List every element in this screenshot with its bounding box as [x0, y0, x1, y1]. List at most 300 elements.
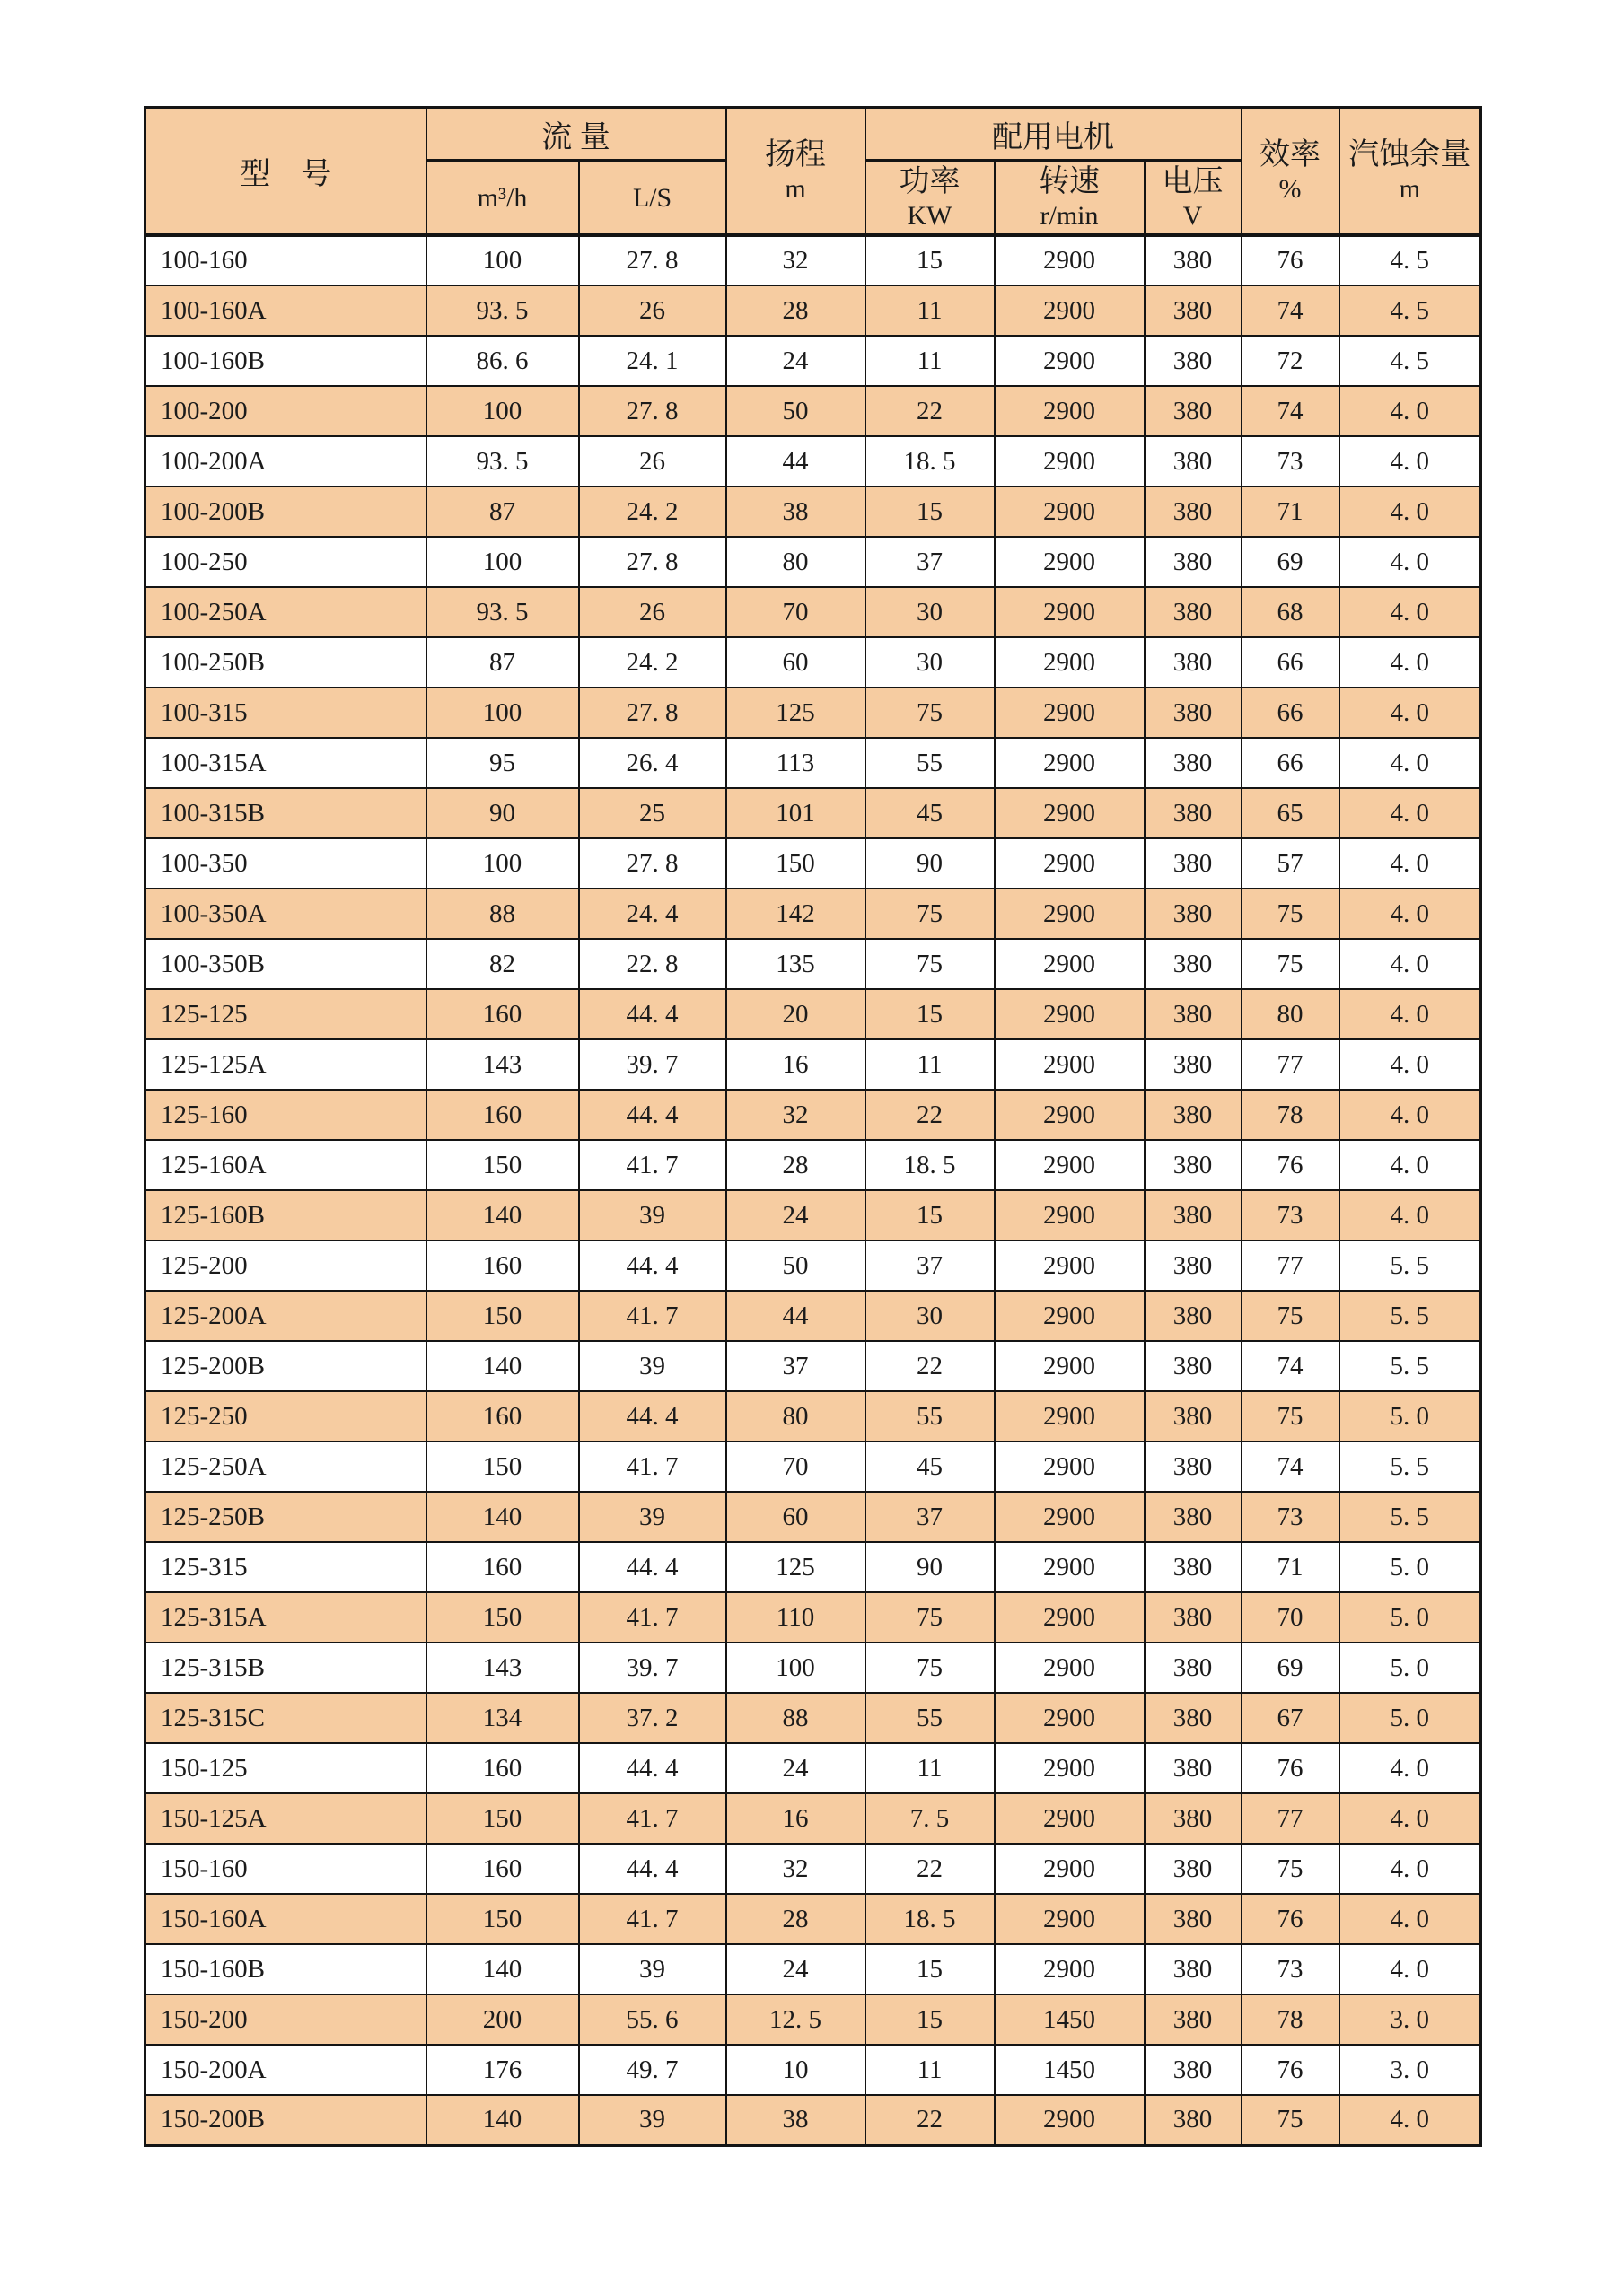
header-speed-unit: r/min: [1040, 200, 1099, 231]
table-row: [145, 1391, 1481, 1442]
cell-head: 80: [726, 1391, 865, 1442]
table-row: [145, 1743, 1481, 1793]
cell-model: 100-160A: [145, 285, 426, 336]
cell-power: 30: [865, 1291, 995, 1341]
cell-voltage: 380: [1145, 738, 1242, 788]
table-row: [145, 788, 1481, 838]
cell-speed: 2900: [995, 1442, 1145, 1492]
cell-head: 125: [726, 1542, 865, 1592]
header-npsh-unit: m: [1399, 173, 1420, 204]
cell-power: 30: [865, 637, 995, 688]
header-head-label: 扬程: [765, 137, 826, 171]
cell-power: 11: [865, 1743, 995, 1793]
cell-flow-ls: 44. 4: [579, 1240, 726, 1291]
cell-flow-m3h: 100: [426, 386, 579, 436]
cell-npsh: 4. 0: [1339, 1944, 1481, 1994]
cell-flow-ls: 39. 7: [579, 1039, 726, 1090]
cell-efficiency: 75: [1242, 1291, 1339, 1341]
cell-model: 150-160A: [145, 1894, 426, 1944]
cell-efficiency: 76: [1242, 1743, 1339, 1793]
cell-npsh: 4. 0: [1339, 838, 1481, 889]
cell-efficiency: 75: [1242, 889, 1339, 939]
cell-power: 75: [865, 889, 995, 939]
cell-power: 22: [865, 2095, 995, 2145]
cell-efficiency: 74: [1242, 1442, 1339, 1492]
cell-voltage: 380: [1145, 386, 1242, 436]
cell-npsh: 5. 0: [1339, 1693, 1481, 1743]
table-row: [145, 1442, 1481, 1492]
table-row: [145, 2045, 1481, 2095]
cell-npsh: 5. 5: [1339, 1291, 1481, 1341]
table-row: [145, 1994, 1481, 2045]
cell-flow-ls: 41. 7: [579, 1442, 726, 1492]
cell-head: 37: [726, 1341, 865, 1391]
cell-model: 125-315C: [145, 1693, 426, 1743]
cell-flow-ls: 27. 8: [579, 537, 726, 587]
cell-voltage: 380: [1145, 1592, 1242, 1643]
cell-voltage: 380: [1145, 688, 1242, 738]
cell-flow-ls: 39: [579, 1341, 726, 1391]
table-row: [145, 1492, 1481, 1542]
cell-flow-ls: 39. 7: [579, 1643, 726, 1693]
cell-flow-ls: 44. 4: [579, 1090, 726, 1140]
cell-efficiency: 77: [1242, 1793, 1339, 1844]
cell-head: 50: [726, 1240, 865, 1291]
cell-efficiency: 74: [1242, 285, 1339, 336]
cell-efficiency: 76: [1242, 1894, 1339, 1944]
cell-voltage: 380: [1145, 2095, 1242, 2145]
cell-npsh: 5. 5: [1339, 1240, 1481, 1291]
header-head: [726, 108, 865, 236]
cell-flow-ls: 27. 8: [579, 235, 726, 285]
cell-flow-m3h: 200: [426, 1994, 579, 2045]
cell-speed: 2900: [995, 1894, 1145, 1944]
cell-model: 125-250: [145, 1391, 426, 1442]
cell-flow-m3h: 150: [426, 1592, 579, 1643]
cell-speed: 2900: [995, 1643, 1145, 1693]
cell-speed: 2900: [995, 688, 1145, 738]
header-flow-m3h-unit: m³/h: [477, 182, 528, 213]
cell-model: 125-315: [145, 1542, 426, 1592]
cell-flow-m3h: 95: [426, 738, 579, 788]
table-row: [145, 1240, 1481, 1291]
cell-npsh: 4. 0: [1339, 637, 1481, 688]
cell-model: 100-315: [145, 688, 426, 738]
cell-power: 30: [865, 587, 995, 637]
cell-voltage: 380: [1145, 1190, 1242, 1240]
cell-model: 100-350: [145, 838, 426, 889]
cell-npsh: 4. 0: [1339, 1793, 1481, 1844]
cell-speed: 2900: [995, 637, 1145, 688]
cell-power: 15: [865, 235, 995, 285]
table-body: [145, 235, 1481, 2145]
cell-model: 125-250B: [145, 1492, 426, 1542]
cell-speed: 2900: [995, 1039, 1145, 1090]
cell-voltage: 380: [1145, 1341, 1242, 1391]
cell-voltage: 380: [1145, 1844, 1242, 1894]
cell-power: 55: [865, 738, 995, 788]
cell-model: 150-125: [145, 1743, 426, 1793]
cell-flow-m3h: 160: [426, 1542, 579, 1592]
header-power: [865, 161, 995, 235]
cell-head: 24: [726, 1190, 865, 1240]
table-row: [145, 1140, 1481, 1190]
cell-head: 44: [726, 436, 865, 486]
cell-efficiency: 57: [1242, 838, 1339, 889]
cell-speed: 1450: [995, 1994, 1145, 2045]
cell-speed: 2900: [995, 235, 1145, 285]
cell-speed: 2900: [995, 2095, 1145, 2145]
cell-power: 90: [865, 838, 995, 889]
cell-model: 125-160B: [145, 1190, 426, 1240]
header-voltage-unit: V: [1182, 200, 1203, 231]
cell-efficiency: 71: [1242, 1542, 1339, 1592]
cell-npsh: 4. 0: [1339, 1090, 1481, 1140]
cell-voltage: 380: [1145, 1039, 1242, 1090]
cell-flow-ls: 26. 4: [579, 738, 726, 788]
cell-efficiency: 74: [1242, 1341, 1339, 1391]
cell-head: 38: [726, 486, 865, 537]
cell-flow-ls: 41. 7: [579, 1592, 726, 1643]
cell-voltage: 380: [1145, 838, 1242, 889]
cell-head: 28: [726, 1894, 865, 1944]
cell-npsh: 4. 0: [1339, 989, 1481, 1039]
cell-power: 11: [865, 285, 995, 336]
cell-flow-ls: 39: [579, 2095, 726, 2145]
cell-flow-m3h: 160: [426, 1743, 579, 1793]
cell-efficiency: 67: [1242, 1693, 1339, 1743]
cell-efficiency: 75: [1242, 939, 1339, 989]
cell-voltage: 380: [1145, 1542, 1242, 1592]
cell-power: 18. 5: [865, 436, 995, 486]
cell-voltage: 380: [1145, 285, 1242, 336]
cell-npsh: 4. 0: [1339, 2095, 1481, 2145]
cell-power: 37: [865, 1492, 995, 1542]
cell-head: 20: [726, 989, 865, 1039]
cell-voltage: 380: [1145, 1944, 1242, 1994]
cell-voltage: 380: [1145, 1291, 1242, 1341]
cell-npsh: 4. 0: [1339, 486, 1481, 537]
header-flow-m3h: [426, 161, 579, 235]
table-row: [145, 285, 1481, 336]
header-voltage: [1145, 161, 1242, 235]
cell-model: 100-315B: [145, 788, 426, 838]
cell-power: 18. 5: [865, 1140, 995, 1190]
table-row: [145, 1894, 1481, 1944]
cell-npsh: 4. 0: [1339, 436, 1481, 486]
table-row: [145, 2095, 1481, 2145]
cell-efficiency: 76: [1242, 2045, 1339, 2095]
cell-efficiency: 72: [1242, 336, 1339, 386]
cell-head: 32: [726, 1844, 865, 1894]
cell-npsh: 4. 0: [1339, 688, 1481, 738]
cell-npsh: 5. 5: [1339, 1341, 1481, 1391]
cell-npsh: 5. 0: [1339, 1542, 1481, 1592]
cell-flow-m3h: 100: [426, 688, 579, 738]
cell-flow-ls: 24. 2: [579, 486, 726, 537]
cell-flow-m3h: 150: [426, 1894, 579, 1944]
cell-npsh: 4. 0: [1339, 788, 1481, 838]
cell-head: 28: [726, 1140, 865, 1190]
cell-voltage: 380: [1145, 1391, 1242, 1442]
cell-efficiency: 74: [1242, 386, 1339, 436]
header-npsh: [1339, 108, 1481, 236]
cell-speed: 2900: [995, 386, 1145, 436]
cell-flow-ls: 44. 4: [579, 1743, 726, 1793]
cell-flow-ls: 37. 2: [579, 1693, 726, 1743]
cell-head: 16: [726, 1039, 865, 1090]
header-speed: [995, 161, 1145, 235]
cell-voltage: 380: [1145, 436, 1242, 486]
table-row: [145, 1793, 1481, 1844]
cell-flow-ls: 41. 7: [579, 1894, 726, 1944]
cell-efficiency: 73: [1242, 1190, 1339, 1240]
cell-flow-m3h: 176: [426, 2045, 579, 2095]
cell-voltage: 380: [1145, 989, 1242, 1039]
cell-speed: 2900: [995, 1844, 1145, 1894]
header-npsh-label: 汽蚀余量: [1348, 137, 1471, 171]
cell-power: 37: [865, 1240, 995, 1291]
cell-efficiency: 73: [1242, 1492, 1339, 1542]
cell-flow-ls: 44. 4: [579, 1542, 726, 1592]
cell-efficiency: 73: [1242, 1944, 1339, 1994]
cell-flow-ls: 27. 8: [579, 386, 726, 436]
cell-head: 80: [726, 537, 865, 587]
cell-flow-ls: 44. 4: [579, 1844, 726, 1894]
cell-speed: 2900: [995, 1341, 1145, 1391]
cell-flow-m3h: 88: [426, 889, 579, 939]
cell-power: 22: [865, 1844, 995, 1894]
cell-power: 22: [865, 1341, 995, 1391]
cell-efficiency: 66: [1242, 688, 1339, 738]
table-row: [145, 838, 1481, 889]
cell-speed: 2900: [995, 788, 1145, 838]
cell-flow-ls: 27. 8: [579, 688, 726, 738]
cell-power: 75: [865, 688, 995, 738]
cell-flow-m3h: 150: [426, 1793, 579, 1844]
cell-flow-m3h: 160: [426, 1844, 579, 1894]
cell-power: 75: [865, 1592, 995, 1643]
cell-npsh: 4. 5: [1339, 336, 1481, 386]
cell-flow-ls: 24. 1: [579, 336, 726, 386]
cell-head: 32: [726, 235, 865, 285]
cell-flow-m3h: 150: [426, 1140, 579, 1190]
table-row: [145, 336, 1481, 386]
header-model: 型 号: [145, 108, 426, 236]
cell-model: 125-125A: [145, 1039, 426, 1090]
cell-flow-ls: 27. 8: [579, 838, 726, 889]
cell-npsh: 3. 0: [1339, 1994, 1481, 2045]
cell-head: 125: [726, 688, 865, 738]
cell-speed: 2900: [995, 939, 1145, 989]
cell-power: 11: [865, 2045, 995, 2095]
cell-model: 125-315B: [145, 1643, 426, 1693]
cell-model: 150-160B: [145, 1944, 426, 1994]
cell-model: 100-250: [145, 537, 426, 587]
cell-efficiency: 80: [1242, 989, 1339, 1039]
cell-head: 44: [726, 1291, 865, 1341]
cell-head: 110: [726, 1592, 865, 1643]
cell-efficiency: 68: [1242, 587, 1339, 637]
cell-model: 125-250A: [145, 1442, 426, 1492]
cell-head: 24: [726, 1944, 865, 1994]
cell-speed: 2900: [995, 1693, 1145, 1743]
table-row: [145, 1643, 1481, 1693]
cell-power: 45: [865, 1442, 995, 1492]
cell-speed: 2900: [995, 838, 1145, 889]
table-row: [145, 1542, 1481, 1592]
cell-head: 60: [726, 637, 865, 688]
cell-voltage: 380: [1145, 1090, 1242, 1140]
header-efficiency-unit: %: [1278, 173, 1302, 204]
cell-flow-m3h: 100: [426, 235, 579, 285]
cell-flow-m3h: 140: [426, 1944, 579, 1994]
cell-speed: 2900: [995, 1291, 1145, 1341]
cell-npsh: 4. 0: [1339, 738, 1481, 788]
cell-power: 75: [865, 1643, 995, 1693]
cell-head: 135: [726, 939, 865, 989]
table-row: [145, 235, 1481, 285]
cell-speed: 2900: [995, 1944, 1145, 1994]
cell-voltage: 380: [1145, 889, 1242, 939]
cell-efficiency: 65: [1242, 788, 1339, 838]
cell-flow-m3h: 160: [426, 1240, 579, 1291]
cell-speed: 2900: [995, 1391, 1145, 1442]
cell-flow-m3h: 93. 5: [426, 436, 579, 486]
cell-power: 37: [865, 537, 995, 587]
cell-npsh: 4. 0: [1339, 889, 1481, 939]
cell-model: 125-160: [145, 1090, 426, 1140]
table-row: [145, 1341, 1481, 1391]
cell-head: 28: [726, 285, 865, 336]
cell-model: 100-160B: [145, 336, 426, 386]
cell-flow-m3h: 140: [426, 1492, 579, 1542]
table-row: [145, 436, 1481, 486]
header-motor-group: 配用电机: [865, 108, 1242, 162]
cell-speed: 2900: [995, 1592, 1145, 1643]
header-flow-ls: [579, 161, 726, 235]
cell-head: 113: [726, 738, 865, 788]
table-row: [145, 537, 1481, 587]
cell-flow-m3h: 87: [426, 637, 579, 688]
cell-npsh: 5. 5: [1339, 1442, 1481, 1492]
cell-head: 12. 5: [726, 1994, 865, 2045]
cell-flow-ls: 41. 7: [579, 1793, 726, 1844]
cell-flow-m3h: 160: [426, 989, 579, 1039]
cell-head: 38: [726, 2095, 865, 2145]
cell-npsh: 4. 0: [1339, 1190, 1481, 1240]
cell-npsh: 4. 0: [1339, 1844, 1481, 1894]
cell-npsh: 4. 0: [1339, 386, 1481, 436]
cell-speed: 2900: [995, 989, 1145, 1039]
cell-model: 100-200B: [145, 486, 426, 537]
cell-efficiency: 77: [1242, 1039, 1339, 1090]
cell-npsh: 5. 5: [1339, 1492, 1481, 1542]
cell-flow-ls: 41. 7: [579, 1140, 726, 1190]
cell-model: 150-160: [145, 1844, 426, 1894]
cell-speed: 2900: [995, 1743, 1145, 1793]
cell-flow-m3h: 82: [426, 939, 579, 989]
cell-npsh: 4. 0: [1339, 587, 1481, 637]
cell-head: 50: [726, 386, 865, 436]
cell-voltage: 380: [1145, 1693, 1242, 1743]
cell-head: 60: [726, 1492, 865, 1542]
cell-npsh: 4. 0: [1339, 1894, 1481, 1944]
cell-power: 15: [865, 1944, 995, 1994]
cell-flow-m3h: 140: [426, 1341, 579, 1391]
header-power-unit: KW: [907, 200, 952, 231]
cell-flow-ls: 25: [579, 788, 726, 838]
cell-voltage: 380: [1145, 2045, 1242, 2095]
cell-speed: 2900: [995, 1240, 1145, 1291]
cell-head: 10: [726, 2045, 865, 2095]
cell-speed: 2900: [995, 436, 1145, 486]
cell-flow-ls: 39: [579, 1190, 726, 1240]
cell-npsh: 5. 0: [1339, 1643, 1481, 1693]
table-row: [145, 637, 1481, 688]
cell-speed: 2900: [995, 1793, 1145, 1844]
cell-flow-ls: 39: [579, 1492, 726, 1542]
cell-flow-ls: 26: [579, 285, 726, 336]
cell-voltage: 380: [1145, 1140, 1242, 1190]
table-row: [145, 386, 1481, 436]
cell-speed: 2900: [995, 889, 1145, 939]
cell-power: 22: [865, 1090, 995, 1140]
cell-voltage: 380: [1145, 1894, 1242, 1944]
cell-head: 70: [726, 587, 865, 637]
table-row: [145, 587, 1481, 637]
cell-power: 11: [865, 1039, 995, 1090]
cell-flow-ls: 41. 7: [579, 1291, 726, 1341]
cell-speed: 2900: [995, 1140, 1145, 1190]
cell-speed: 2900: [995, 587, 1145, 637]
header-speed-label: 转速: [1039, 164, 1100, 198]
cell-power: 55: [865, 1391, 995, 1442]
cell-power: 15: [865, 1190, 995, 1240]
cell-flow-m3h: 100: [426, 537, 579, 587]
cell-flow-ls: 44. 4: [579, 1391, 726, 1442]
cell-speed: 2900: [995, 486, 1145, 537]
cell-model: 100-250B: [145, 637, 426, 688]
cell-flow-m3h: 160: [426, 1391, 579, 1442]
cell-efficiency: 70: [1242, 1592, 1339, 1643]
header-efficiency: [1242, 108, 1339, 236]
cell-efficiency: 75: [1242, 1844, 1339, 1894]
cell-power: 22: [865, 386, 995, 436]
cell-power: 18. 5: [865, 1894, 995, 1944]
cell-efficiency: 73: [1242, 436, 1339, 486]
cell-model: 100-250A: [145, 587, 426, 637]
cell-model: 125-160A: [145, 1140, 426, 1190]
cell-voltage: 380: [1145, 1492, 1242, 1542]
cell-flow-ls: 39: [579, 1944, 726, 1994]
table-row: [145, 889, 1481, 939]
cell-npsh: 4. 0: [1339, 939, 1481, 989]
cell-flow-m3h: 90: [426, 788, 579, 838]
cell-power: 7. 5: [865, 1793, 995, 1844]
table-row: [145, 738, 1481, 788]
cell-flow-ls: 24. 2: [579, 637, 726, 688]
cell-model: 100-315A: [145, 738, 426, 788]
cell-npsh: 4. 0: [1339, 537, 1481, 587]
cell-flow-ls: 26: [579, 436, 726, 486]
header-flow-group: 流 量: [426, 108, 726, 162]
cell-model: 125-315A: [145, 1592, 426, 1643]
cell-model: 125-200B: [145, 1341, 426, 1391]
cell-model: 125-125: [145, 989, 426, 1039]
cell-voltage: 380: [1145, 1994, 1242, 2045]
table-row: [145, 989, 1481, 1039]
